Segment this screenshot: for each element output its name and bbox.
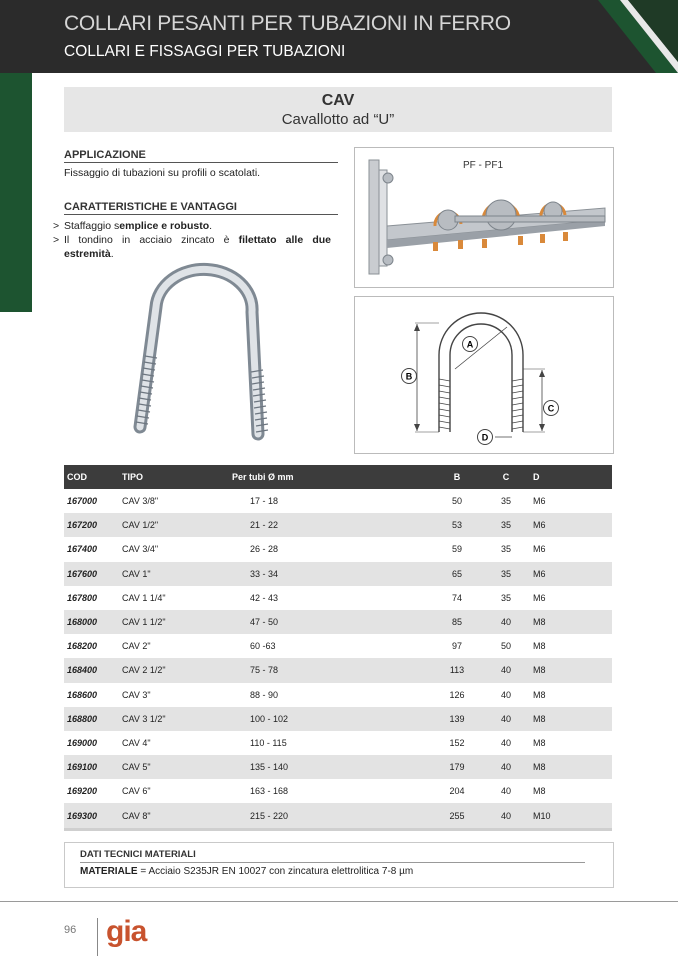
cell-tubi: 17 - 18 (250, 496, 279, 507)
product-title-box (64, 87, 612, 132)
cell-cod: 168000 (64, 610, 122, 634)
cell-b: 255 (428, 803, 486, 829)
dim-a-label: A (466, 339, 474, 350)
cell-c: 40 (486, 803, 526, 829)
table-row (64, 513, 612, 537)
table-row (64, 731, 612, 755)
cell-tubi: 47 - 50 (202, 610, 428, 634)
table-row (64, 537, 612, 561)
cell-cod: 167200 (64, 513, 122, 537)
cell-tubi: 110 - 115 (250, 737, 287, 748)
table-row (64, 610, 612, 634)
cell-tipo: CAV 3/8" (122, 496, 159, 507)
cell-b: 85 (428, 610, 486, 634)
cell-b: 113 (428, 658, 486, 682)
cell-cod: 169200 (67, 786, 98, 797)
cell-cod: 169100 (64, 755, 122, 779)
cell-tubi: 42 - 43 (250, 592, 279, 603)
col-header-c: C (486, 465, 526, 489)
table-row (64, 803, 612, 829)
list-item: > Staffaggio semplice e robusto. (53, 220, 213, 232)
u-bolt-product-image (118, 262, 293, 462)
dim-c-label: C (547, 403, 555, 414)
cell-tipo: CAV 3/4" (122, 544, 159, 555)
materials-heading: DATI TECNICI MATERIALI (80, 849, 585, 863)
table-row (64, 562, 612, 586)
cell-tubi: 88 - 90 (250, 689, 279, 700)
product-name: Cavallotto ad “U” (281, 111, 395, 128)
col-header-tubi: Per tubi Ø mm (202, 465, 428, 489)
cell-tipo: CAV 3" (122, 689, 151, 700)
cell-c: 40 (500, 689, 511, 700)
cell-c: 35 (500, 592, 511, 603)
page-number: 96 (64, 924, 77, 936)
col-header-cod: COD (64, 465, 122, 489)
dimension-diagram (355, 297, 613, 453)
cell-c: 35 (486, 513, 526, 537)
dim-b-label: B (405, 371, 413, 382)
cell-b: 53 (428, 513, 486, 537)
cell-tipo: CAV 5" (122, 755, 202, 779)
table-header-row (64, 465, 612, 489)
cell-tipo: CAV 1/2" (122, 513, 202, 537)
cell-b: 65 (428, 562, 486, 586)
cell-tipo: CAV 3 1/2" (122, 707, 202, 731)
cell-cod: 168800 (64, 707, 122, 731)
cell-d: M6 (526, 513, 612, 537)
cell-tubi: 135 - 140 (202, 755, 428, 779)
cell-cod: 167600 (64, 562, 122, 586)
col-header-tipo: TIPO (122, 465, 202, 489)
table-row (64, 634, 612, 658)
cell-b: 97 (451, 641, 462, 652)
cell-d: M8 (533, 641, 546, 652)
cell-d: M8 (526, 610, 612, 634)
cell-tipo: CAV 1" (122, 562, 202, 586)
cell-b: 74 (451, 592, 462, 603)
cell-d: M8 (533, 786, 546, 797)
cell-d: M6 (533, 496, 546, 507)
cell-c: 40 (486, 658, 526, 682)
footer-divider (0, 901, 678, 902)
cell-c: 50 (500, 641, 511, 652)
caratteristiche-list (53, 219, 331, 261)
cell-d: M8 (533, 689, 546, 700)
cell-tipo: CAV 4" (122, 737, 151, 748)
cell-cod: 167800 (67, 592, 98, 603)
applicazione-heading: APPLICAZIONE (64, 149, 338, 163)
cell-b: 204 (449, 786, 465, 797)
cell-tubi: 33 - 34 (202, 562, 428, 586)
cell-d: M8 (526, 755, 612, 779)
materials-box (64, 842, 614, 888)
table-row (64, 683, 612, 707)
cell-tubi: 163 - 168 (250, 786, 289, 797)
installation-illustration (355, 148, 613, 287)
cell-b: 139 (428, 707, 486, 731)
materials-label: MATERIALE (80, 866, 138, 877)
cell-b: 50 (451, 496, 462, 507)
table-row (64, 707, 612, 731)
table-row (64, 658, 612, 682)
cell-b: 179 (428, 755, 486, 779)
table-row (64, 586, 612, 610)
cell-b: 152 (449, 737, 465, 748)
cell-c: 35 (486, 562, 526, 586)
materials-value: = Acciaio S235JR EN 10027 con zincatura elettrolitica 7-8 µm (137, 866, 414, 877)
cell-tubi: 21 - 22 (202, 513, 428, 537)
cell-tipo: CAV 8" (122, 803, 202, 829)
gia-logo: gia (106, 915, 147, 948)
cell-b: 59 (451, 544, 462, 555)
install-label: PF - PF1 (463, 160, 504, 171)
cell-tipo: CAV 2" (122, 641, 151, 652)
cell-d: M8 (526, 658, 612, 682)
cell-c: 40 (500, 737, 511, 748)
cell-d: M8 (526, 707, 612, 731)
cell-tubi: 75 - 78 (202, 658, 428, 682)
dim-d-label: D (481, 432, 489, 443)
cell-c: 40 (486, 707, 526, 731)
cell-c: 40 (500, 786, 511, 797)
header-subtitle: COLLARI E FISSAGGI PER TUBAZIONI (64, 43, 346, 60)
cell-tubi: 215 - 220 (202, 803, 428, 829)
cell-cod: 169000 (67, 737, 98, 748)
cell-cod: 168400 (64, 658, 122, 682)
header-title: COLLARI PESANTI PER TUBAZIONI IN FERRO (64, 12, 511, 35)
header-stripes-decoration (568, 0, 678, 73)
installation-image (354, 147, 614, 288)
cell-cod: 169300 (64, 803, 122, 829)
footer-vertical-divider (97, 918, 98, 956)
cell-cod: 168600 (67, 689, 98, 700)
cell-tipo: CAV 1 1/4" (122, 592, 166, 603)
cell-cod: 168200 (67, 641, 98, 652)
product-table (64, 465, 612, 831)
materials-text (80, 866, 413, 877)
list-item: > Il tondino in acciaio zincato è filettato alle due estremità. (53, 234, 331, 260)
cell-tubi: 60 -63 (250, 641, 276, 652)
table-row (64, 779, 612, 803)
cell-d: M6 (533, 544, 546, 555)
cell-tipo: CAV 2 1/2" (122, 658, 202, 682)
cell-tubi: 26 - 28 (250, 544, 279, 555)
cell-d: M6 (533, 592, 546, 603)
cell-c: 35 (500, 544, 511, 555)
cell-cod: 167400 (67, 544, 98, 555)
cell-c: 40 (486, 755, 526, 779)
cell-c: 35 (500, 496, 511, 507)
caratteristiche-heading: CARATTERISTICHE E VANTAGGI (64, 201, 338, 215)
cell-tipo: CAV 6" (122, 786, 151, 797)
cell-d: M10 (526, 803, 612, 829)
cell-tipo: CAV 1 1/2" (122, 610, 202, 634)
product-code: CAV (321, 92, 355, 109)
cell-d: M8 (533, 737, 546, 748)
col-header-b: B (428, 465, 486, 489)
cell-d: M6 (526, 562, 612, 586)
cell-cod: 167000 (67, 496, 98, 507)
page-header (0, 0, 678, 73)
table-row (64, 489, 612, 513)
col-header-d: D (526, 465, 612, 489)
cell-tubi: 100 - 102 (202, 707, 428, 731)
table-row (64, 755, 612, 779)
technical-diagram (354, 296, 614, 454)
cell-b: 126 (449, 689, 465, 700)
applicazione-text: Fissaggio di tubazioni su profili o scatolati. (64, 167, 261, 179)
cell-c: 40 (486, 610, 526, 634)
